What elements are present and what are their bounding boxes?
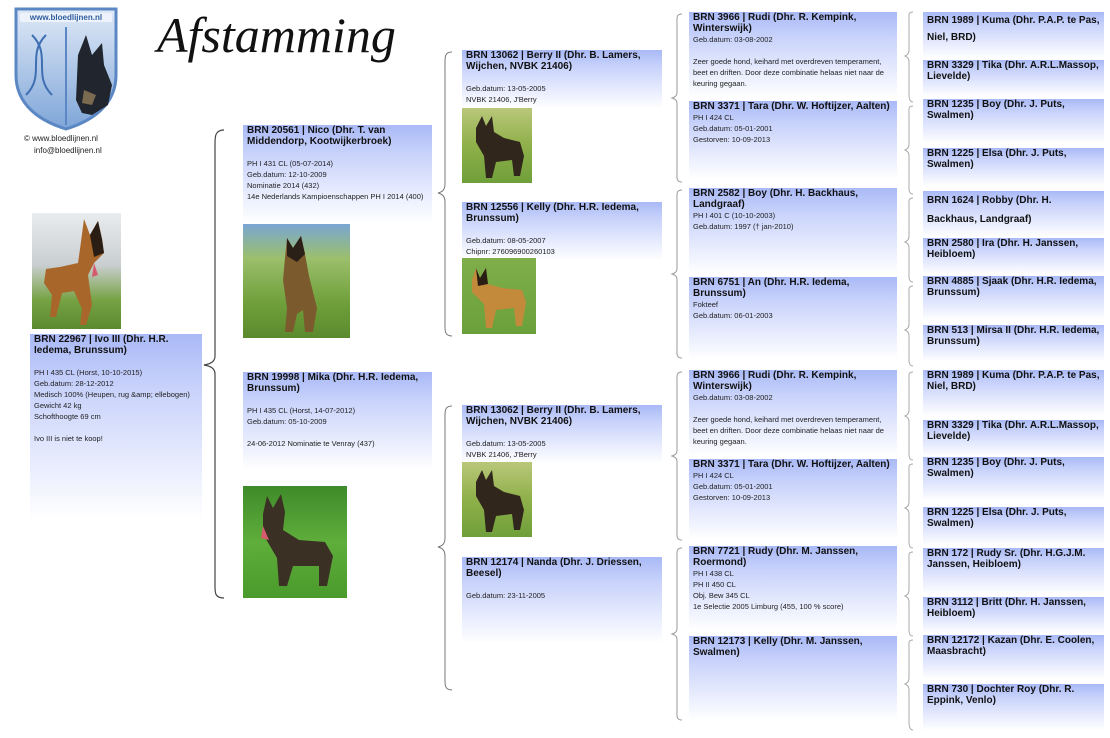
gg-grandparent-box-10[interactable]	[923, 420, 1104, 456]
grandparent-name-3[interactable]: BRN 13062 | Berry II (Dhr. B. Lamers, Wijchen, NVBK 21406)	[466, 405, 641, 427]
detail-line: PH I 424 CL	[693, 471, 734, 480]
detail-line: Gestorven: 10-09-2013	[693, 493, 771, 502]
great-grandparent-box-6[interactable]	[689, 459, 897, 539]
sire-details	[243, 147, 432, 202]
dog-details	[30, 367, 202, 444]
detail-line: Schofthoogte 69 cm	[34, 412, 101, 421]
grandparent-box-3[interactable]	[462, 405, 662, 463]
detail-line: PH I 435 CL (Horst, 10-10-2015)	[34, 368, 143, 377]
gg-grandparent-name-4[interactable]: BRN 1225 | Elsa (Dhr. J. Puts, Swalmen)	[927, 148, 1067, 170]
dam-photo	[243, 486, 347, 598]
grandparent-details-2	[462, 224, 662, 257]
detail-line: Geb.datum: 05-01-2001	[693, 124, 773, 133]
gg-grandparent-box-14[interactable]	[923, 597, 1104, 633]
detail-line: Gewicht 42 kg	[34, 401, 82, 410]
grandparent-name-2[interactable]: BRN 12556 | Kelly (Dhr. H.R. Iedema, Brunssum)	[466, 202, 639, 224]
great-grandparent-details-4	[689, 299, 897, 321]
dam-name[interactable]: BRN 19998 | Mika (Dhr. H.R. Iedema, Brunssum)	[247, 372, 419, 394]
spacer	[243, 427, 432, 438]
gg-grandparent-name-8[interactable]: BRN 513 | Mirsa II (Dhr. H.R. Iedema, Brunssum)	[927, 325, 1100, 347]
gg-grandparent-name-15[interactable]: BRN 12172 | Kazan (Dhr. E. Coolen, Maasbracht)	[927, 635, 1095, 657]
great-grandparent-details-5	[689, 392, 897, 447]
great-grandparent-box-3[interactable]	[689, 188, 897, 274]
detail-line: 14e Nederlands Kampioenschappen PH I 2014 (400)	[247, 192, 424, 201]
detail-line: Geb.datum: 05-10-2009	[247, 417, 327, 426]
page-title: Afstamming	[157, 7, 396, 63]
bracket-gen1	[202, 128, 232, 602]
detail-line: NVBK 21406, J'Berry	[466, 95, 537, 104]
grandparent-box-2[interactable]	[462, 202, 662, 260]
detail-line: Chipnr: 276096900260103	[466, 247, 555, 256]
great-grandparent-box-1[interactable]	[689, 12, 897, 98]
detail-line: Geb.datum: 23-11-2005	[466, 591, 546, 600]
gg-grandparent-box-13[interactable]	[923, 548, 1104, 594]
great-grandparent-details-7	[689, 568, 897, 612]
bracket-gen4	[903, 10, 919, 734]
grandparent-box-4[interactable]	[462, 557, 662, 643]
gg-grandparent-box-3[interactable]	[923, 99, 1104, 143]
detail-line: 1e Selectie 2005 Limburg (455, 100 % score)	[693, 602, 844, 611]
great-grandparent-box-8[interactable]	[689, 636, 897, 720]
dam-box[interactable]	[243, 372, 432, 470]
gg-grandparent-name-6[interactable]: BRN 2580 | Ira (Dhr. H. Janssen, Heibloem)	[927, 238, 1079, 260]
great-grandparent-details-3	[689, 210, 897, 232]
sire-box[interactable]	[243, 125, 432, 223]
spacer	[462, 72, 662, 83]
gg-grandparent-name-5[interactable]: BRN 1624 | Robby (Dhr. H. Backhaus, Landgraaf)	[927, 195, 1052, 225]
great-grandparent-name-3[interactable]: BRN 2582 | Boy (Dhr. H. Backhaus, Landgraaf)	[693, 188, 859, 210]
gg-grandparent-box-12[interactable]	[923, 507, 1104, 545]
grandparent-photo-3	[462, 462, 532, 537]
detail-line: PH I 435 CL (Horst, 14-07-2012)	[247, 406, 356, 415]
great-grandparent-box-4[interactable]	[689, 277, 897, 359]
spacer	[243, 147, 432, 158]
great-grandparent-name-7[interactable]: BRN 7721 | Rudy (Dhr. M. Janssen, Roermond)	[693, 546, 859, 568]
gg-grandparent-name-10[interactable]: BRN 3329 | Tika (Dhr. A.R.L.Massop, Lievelde)	[927, 420, 1099, 442]
gg-grandparent-name-16[interactable]: BRN 730 | Dochter Roy (Dhr. R. Eppink, Venlo)	[927, 684, 1075, 706]
great-grandparent-name-8[interactable]: BRN 12173 | Kelly (Dhr. M. Janssen, Swalmen)	[693, 636, 863, 658]
grandparent-name-1[interactable]: BRN 13062 | Berry II (Dhr. B. Lamers, Wijchen, NVBK 21406)	[466, 50, 641, 72]
detail-line: Geb.datum: 05-01-2001	[693, 482, 773, 491]
detail-line: Ivo III is niet te koop!	[34, 434, 103, 443]
grandparent-details-1	[462, 72, 662, 105]
gg-grandparent-name-12[interactable]: BRN 1225 | Elsa (Dhr. J. Puts, Swalmen)	[927, 507, 1067, 529]
detail-line: PH I 431 CL (05-07-2014)	[247, 159, 334, 168]
detail-line: Geb.datum: 06-01-2003	[693, 311, 773, 320]
great-grandparent-details-6	[689, 470, 897, 503]
gg-grandparent-box-1[interactable]	[923, 12, 1104, 58]
great-grandparent-box-2[interactable]	[689, 101, 897, 179]
spacer	[462, 427, 662, 438]
gg-grandparent-name-14[interactable]: BRN 3112 | Britt (Dhr. H. Janssen, Heibloem)	[927, 597, 1086, 619]
email-link[interactable]: info@bloedlijnen.nl	[34, 146, 102, 155]
great-grandparent-details-1	[689, 34, 897, 89]
bracket-gen2-top	[436, 50, 456, 340]
detail-line: Geb.datum: 03-08-2002	[693, 393, 773, 402]
gg-grandparent-name-1[interactable]: BRN 1989 | Kuma (Dhr. P.A.P. te Pas, Niel, BRD)	[927, 15, 1100, 43]
gg-grandparent-box-7[interactable]	[923, 276, 1104, 320]
gg-grandparent-box-8[interactable]	[923, 325, 1104, 361]
gg-grandparent-box-2[interactable]	[923, 60, 1104, 96]
detail-line: PH II 450 CL	[693, 580, 736, 589]
gg-grandparent-box-4[interactable]	[923, 148, 1104, 186]
detail-line: Geb.datum: 28-12-2012	[34, 379, 114, 388]
grandparent-box-1[interactable]	[462, 50, 662, 108]
spacer	[462, 579, 662, 590]
gg-grandparent-name-7[interactable]: BRN 4885 | Sjaak (Dhr. H.R. Iedema, Brunssum)	[927, 276, 1097, 298]
sire-photo	[243, 224, 350, 338]
great-grandparent-name-4[interactable]: BRN 6751 | An (Dhr. H.R. Iedema, Brunssum)	[693, 277, 850, 299]
grandparent-details-3	[462, 427, 662, 460]
copyright-text: © www.bloedlijnen.nl	[24, 134, 98, 143]
great-grandparent-box-7[interactable]	[689, 546, 897, 630]
great-grandparent-box-5[interactable]	[689, 370, 897, 456]
grandparent-photo-2	[462, 258, 536, 334]
gg-grandparent-box-15[interactable]	[923, 635, 1104, 679]
great-grandparent-name-2[interactable]: BRN 3371 | Tara (Dhr. W. Hoftijzer, Aalten)	[693, 101, 890, 112]
detail-line: Geb.datum: 08-05-2007	[466, 236, 546, 245]
detail-line: Geb.datum: 1997 († jan-2010)	[693, 222, 794, 231]
great-grandparent-name-6[interactable]: BRN 3371 | Tara (Dhr. W. Hoftijzer, Aalten)	[693, 459, 890, 470]
detail-line: Gestorven: 10-09-2013	[693, 135, 771, 144]
spacer	[689, 45, 897, 56]
detail-line: NVBK 21406, J'Berry	[466, 450, 537, 459]
detail-line: Zeer goede hond, keihard met overdreven temperament, beet en driften. Door deze combinatie helaas niet naar de keuring gegaan.	[693, 415, 887, 446]
site-logo[interactable]	[12, 5, 120, 131]
detail-line: Medisch 100% (Heupen, rug &amp; ellebogen)	[34, 390, 190, 399]
gg-grandparent-name-2[interactable]: BRN 3329 | Tika (Dhr. A.R.L.Massop, Lievelde)	[927, 60, 1099, 82]
bracket-gen3-3	[670, 370, 686, 542]
detail-line: Nominatie 2014 (432)	[247, 181, 320, 190]
detail-line: 24-06-2012 Nominatie te Venray (437)	[247, 439, 375, 448]
bracket-gen2-bottom	[436, 404, 456, 694]
detail-line: Geb.datum: 13-05-2005	[466, 439, 546, 448]
gg-grandparent-box-11[interactable]	[923, 457, 1104, 501]
spacer	[689, 403, 897, 414]
detail-line: Geb.datum: 12-10-2009	[247, 170, 327, 179]
detail-line: Obj. Bew 345 CL	[693, 591, 750, 600]
great-grandparent-details-2	[689, 112, 897, 145]
gg-grandparent-box-9[interactable]	[923, 370, 1104, 416]
gg-grandparent-name-3[interactable]: BRN 1235 | Boy (Dhr. J. Puts, Swalmen)	[927, 99, 1065, 121]
bracket-gen3-2	[670, 188, 686, 360]
gg-grandparent-name-9[interactable]: BRN 1989 | Kuma (Dhr. P.A.P. te Pas, Niel, BRD)	[927, 370, 1100, 392]
detail-line: Zeer goede hond, keihard met overdreven temperament, beet en driften. Door deze combinatie helaas niet naar de keuring gegaan.	[693, 57, 887, 88]
dog-photo	[32, 213, 121, 329]
detail-line: PH I 424 CL	[693, 113, 734, 122]
gg-grandparent-name-13[interactable]: BRN 172 | Rudy Sr. (Dhr. H.G.J.M. Janssen, Heibloem)	[927, 548, 1086, 570]
dog-info-box[interactable]	[30, 334, 202, 520]
bracket-gen3-1	[670, 12, 686, 184]
grandparent-photo-1	[462, 108, 532, 183]
bracket-gen3-4	[670, 546, 686, 722]
dog-name[interactable]: BRN 22967 | Ivo III (Dhr. H.R. Iedema, Brunssum)	[34, 334, 169, 356]
grandparent-name-4[interactable]: BRN 12174 | Nanda (Dhr. J. Driessen, Beesel)	[466, 557, 642, 579]
spacer	[243, 394, 432, 405]
spacer	[30, 422, 202, 433]
detail-line: Geb.datum: 03-08-2002	[693, 35, 773, 44]
logo-banner-text: www.bloedlijnen.nl	[20, 13, 112, 22]
detail-line: PH I 438 CL	[693, 569, 734, 578]
detail-line: Geb.datum: 13-05-2005	[466, 84, 546, 93]
gg-grandparent-box-6[interactable]	[923, 238, 1104, 274]
detail-line: Fokteef	[693, 300, 719, 309]
detail-line: PH I 401 C (10-10-2003)	[693, 211, 776, 220]
gg-grandparent-box-16[interactable]	[923, 684, 1104, 730]
dam-details	[243, 394, 432, 449]
grandparent-details-4	[462, 579, 662, 601]
gg-grandparent-box-5[interactable]	[923, 191, 1104, 237]
gg-grandparent-name-11[interactable]: BRN 1235 | Boy (Dhr. J. Puts, Swalmen)	[927, 457, 1065, 479]
great-grandparent-name-5[interactable]: BRN 3966 | Rudi (Dhr. R. Kempink, Winterswijk)	[693, 370, 857, 392]
spacer	[462, 224, 662, 235]
sire-name[interactable]: BRN 20561 | Nico (Dhr. T. van Middendorp, Kootwijkerbroek)	[247, 125, 392, 147]
great-grandparent-name-1[interactable]: BRN 3966 | Rudi (Dhr. R. Kempink, Winterswijk)	[693, 12, 857, 34]
